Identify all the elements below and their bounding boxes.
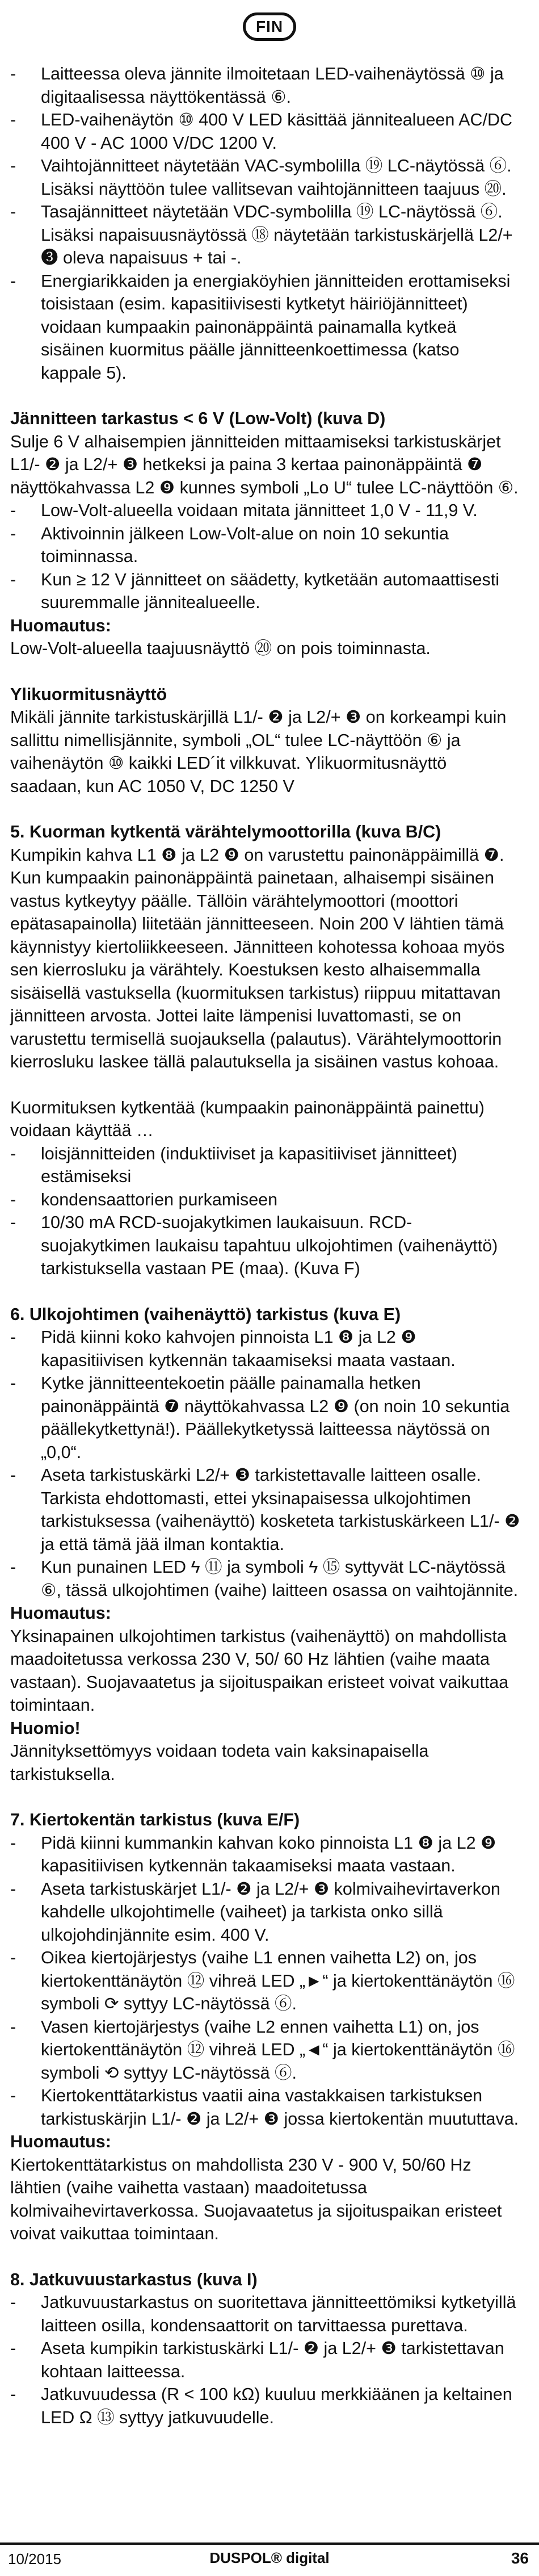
- list-item-text: Low-Volt-alueella voidaan mitata jännitteet 1,0 V - 11,9 V.: [41, 501, 478, 520]
- spacer: [10, 660, 521, 683]
- bullet-dash: -: [10, 569, 16, 589]
- bullet-dash: -: [10, 1213, 16, 1232]
- paragraph: Kuormituksen kytkentää (kumpaakin painonäppäintä painettu) voidaan käyttää …: [10, 1098, 485, 1140]
- language-badge: [243, 12, 296, 41]
- bullet-dash: -: [10, 1948, 16, 1967]
- list-item-text: kondensaattorien purkamiseen: [41, 1189, 278, 1209]
- list-item: [10, 2383, 521, 2429]
- paragraph: Mikäli jännite tarkistuskärjillä L1/- ❷ ja L2/+ ❸ on korkeampi kuin sallittu nimellisjännite, symboli „OL“ tulee LC-näyttöön ⑥ ja vaihenäytön ⑩ kaikki LED´it vilkkuvat. Ylikuormitusnäyttö saadaan, kun AC 1050 V, DC 1250 V: [10, 707, 507, 796]
- list-item: [10, 499, 521, 522]
- list-item-text: Kytke jännitteentekoetin päälle painamalla hetken painonäppäintä ❼ näyttökahvassa L2 ❾ (on noin 10 sekuntia päällekytkettynä!). Päällekytketyssä laitteessa näytössä on „0,0“.: [41, 1373, 510, 1462]
- list-item-text: Pidä kiinni kummankin kahvan koko pinnoista L1 ❽ ja L2 ❾ kapasitiivisen kytkennän takaamiseksi maata vastaan.: [41, 1833, 496, 1875]
- bullet-dash: -: [10, 2017, 16, 2037]
- language-badge-label: FIN: [255, 18, 284, 35]
- bullet-dash: -: [10, 2086, 16, 2105]
- footer-brand: DUSPOL® digital: [209, 2549, 330, 2566]
- list-item: [10, 1211, 521, 1280]
- spacer: [10, 1280, 521, 1303]
- bullet-dash: -: [10, 1373, 16, 1393]
- section-heading: 8. Jatkuvuustarkastus (kuva I): [10, 2269, 258, 2289]
- bullet-dash: -: [10, 1879, 16, 1899]
- bullet-dash: -: [10, 2385, 16, 2404]
- bullet-dash: -: [10, 110, 16, 129]
- list-item-text: Aktivoinnin jälkeen Low-Volt-alue on noin 10 sekuntia toiminnassa.: [41, 523, 449, 566]
- list-item-text: Tasajännitteet näytetään VDC-symbolilla ⑲ LC-näytössä ⑥. Lisäksi napaisuusnäytössä ⑱ näytetään tarkistuskärjellä L2/+ ❸ oleva napaisuus + tai -.: [41, 202, 513, 267]
- list-item-text: Vaihtojännitteet näytetään VAC-symbolilla ⑲ LC-näytössä ⑥. Lisäksi näyttöön tulee vallitsevan vaihtojännitteen taajuus ⑳.: [41, 156, 512, 199]
- bullet-dash: -: [10, 1327, 16, 1347]
- footer-date: 10/2015: [8, 2550, 61, 2567]
- list-item-text: Aseta kumpikin tarkistuskärki L1/- ❷ ja L2/+ ❸ tarkistettavan kohtaan laitteessa.: [41, 2339, 504, 2381]
- list-item: [10, 1464, 521, 1556]
- section-heading: 6. Ulkojohtimen (vaihenäyttö) tarkistus (kuva E): [10, 1304, 401, 1324]
- paragraph: Kiertokenttätarkistus on mahdollista 230 V - 900 V, 50/60 Hz lähtien (vaihe vaihetta vastaan) maadoitetussa kolmivaihevirtaverkossa. Suojavaatetus ja sijoituspaikan eristeet voivat vaikuttaa toimintaan.: [10, 2155, 502, 2243]
- list-item-text: Energiarikkaiden ja energiaköyhien jännitteiden erottamiseksi toisistaan (esim. kapasitiivisesti kytketyt häiriöjännitteet) voidaan kumpaakin painonäppäintä painamalla kytkeä sisäinen kuormitus päälle jännitteenkoettimessa (katso kappale 5).: [41, 271, 511, 383]
- list-item: [10, 2016, 521, 2085]
- bullet-dash: -: [10, 2293, 16, 2312]
- list-item-text: loisjännitteiden (induktiiviset ja kapasitiiviset jännitteet) estämiseksi: [41, 1144, 458, 1186]
- list-item-text: Vasen kiertojärjestys (vaihe L2 ennen vaihetta L1) on, jos kiertokenttänäytön ⑫ vihreä LED „◄“ ja kiertokenttänäytön ⑯ symboli ⟲ syttyy LC-näytössä ⑥.: [41, 2017, 515, 2083]
- list-item-text: Jatkuvuustarkastus on suoritettava jännitteettömiksi kytketyillä laitteen osilla, kondensaattorit on tarvittaessa purettava.: [41, 2293, 516, 2335]
- section-heading: Ylikuormitusnäyttö: [10, 684, 167, 704]
- list-item-text: Laitteessa oleva jännite ilmoitetaan LED-vaihenäytössä ⑩ ja digitaalisessa näyttökentässä ⑥.: [41, 64, 504, 107]
- list-item: [10, 270, 521, 385]
- bullet-dash: -: [10, 1557, 16, 1577]
- list-item-text: Oikea kiertojärjestys (vaihe L1 ennen vaihetta L2) on, jos kiertokenttänäytön ⑫ vihreä LED „►“ ja kiertokenttänäytön ⑯ symboli ⟳ syttyy LC-näytössä ⑥.: [41, 1948, 515, 2013]
- list-item: [10, 2337, 521, 2383]
- list-item: [10, 108, 521, 154]
- bullet-dash: -: [10, 1833, 16, 1853]
- section-heading: Huomautus:: [10, 2132, 111, 2151]
- spacer: [10, 384, 521, 407]
- list-item: [10, 1326, 521, 1372]
- list-item: [10, 522, 521, 568]
- bullet-dash: -: [10, 202, 16, 221]
- list-item: [10, 1556, 521, 1602]
- paragraph: Jännityksettömyys voidaan todeta vain kaksinapaisella tarkistuksella.: [10, 1741, 429, 1784]
- spacer: [10, 798, 521, 820]
- list-item: [10, 1832, 521, 1878]
- paragraph: Kumpikin kahva L1 ❽ ja L2 ❾ on varustettu painonäppäimillä ❼. Kun kumpaakin painonäppäintä painetaan, alhaisempi sisäinen vastus kytkeytyy päälle. Tällöin värähtelymoottori (moottori epätasapainolla) liitetään jännitteeseen. Noin 200 V lähtien tämä käynnistyy kiertoliikkeeseen. Jännitteen kohotessa kohoaa myös sen kierrosluku ja värähtely. Koestuksen kesto alhaisemmalla sisäisellä vastuksella (kuormituksen tarkistus) riippuu mitattavan jännitteen arvosta. Jottei laite lämpenisi luvattomasti, se on varustettu termisellä suojauksella (palautus). Värähtelymoottorin kierrosluku laskee tällä palautuksella ja sisäinen vastus kohoaa.: [10, 845, 505, 1071]
- bullet-dash: -: [10, 1144, 16, 1163]
- list-item-text: Aseta tarkistuskärjet L1/- ❷ ja L2/+ ❸ kolmivaihevirtaverkon kahdelle ulkojohtimelle (vaiheet) ja tarkista onko sillä ulkojohdinjännite esim. 400 V.: [41, 1879, 500, 1945]
- paragraph: Sulje 6 V alhaisempien jännitteiden mittaamiseksi tarkistuskärjet L1/- ❷ ja L2/+ ❸ hetkeksi ja paina 3 kertaa painonäppäintä ❼ näyttökahvassa L2 ❾ kunnes symboli „Lo U“ tulee LC-näyttöön ⑥.: [10, 432, 519, 497]
- list-item: [10, 1188, 521, 1212]
- list-item: [10, 1878, 521, 1947]
- list-item-text: Jatkuvuudessa (R < 100 kΩ) kuuluu merkkiäänen ja keltainen LED Ω ⑬ syttyy jatkuvuudelle.: [41, 2385, 512, 2427]
- list-item: [10, 1946, 521, 2016]
- page-footer: [0, 2543, 539, 2576]
- list-item: [10, 200, 521, 270]
- list-item-text: LED-vaihenäytön ⑩ 400 V LED käsittää jännitealueen AC/DC 400 V - AC 1000 V/DC 1200 V.: [41, 110, 512, 153]
- paragraph: Low-Volt-alueella taajuusnäyttö ⑳ on pois toiminnasta.: [10, 639, 431, 658]
- section-heading: 7. Kiertokentän tarkistus (kuva E/F): [10, 1810, 300, 1829]
- spacer: [10, 2246, 521, 2268]
- list-item: [10, 1372, 521, 1464]
- section-heading: Huomautus:: [10, 1603, 111, 1623]
- section-heading: Huomio!: [10, 1718, 81, 1738]
- bullet-dash: -: [10, 2339, 16, 2358]
- bullet-dash: -: [10, 1465, 16, 1485]
- paragraph: Yksinapainen ulkojohtimen tarkistus (vaihenäyttö) on mahdollista maadoitetussa verkossa 230 V, 50/ 60 Hz lähtien (vaihe maata vastaan). Suojavaatetus ja sijoituspaikan eristeet voivat vaikuttaa toimintaan.: [10, 1626, 509, 1715]
- spacer: [10, 1074, 521, 1096]
- list-item: [10, 2291, 521, 2337]
- bullet-dash: -: [10, 156, 16, 175]
- list-item: [10, 2084, 521, 2130]
- section-heading: Jännitteen tarkastus < 6 V (Low-Volt) (kuva D): [10, 409, 386, 428]
- document-body: [10, 62, 521, 2429]
- list-item-text: 10/30 mA RCD-suojakytkimen laukaisuun. RCD-suojakytkimen laukaisu tapahtuu ulkojohtimen (vaihenäyttö) tarkistuksella vastaan PE (maa). (Kuva F): [41, 1213, 498, 1278]
- list-item: [10, 1142, 521, 1188]
- list-item: [10, 568, 521, 614]
- section-heading: 5. Kuorman kytkentä värähtelymoottorilla (kuva B/C): [10, 822, 441, 841]
- list-item-text: Kun punainen LED ϟ ⑪ ja symboli ϟ ⑮ syttyvät LC-näytössä ⑥, tässä ulkojohtimen (vaihe) laitteen osassa on vaihtojännite.: [41, 1557, 519, 1600]
- bullet-dash: -: [10, 501, 16, 520]
- bullet-dash: -: [10, 523, 16, 543]
- bullet-dash: -: [10, 1189, 16, 1209]
- list-item-text: Pidä kiinni koko kahvojen pinnoista L1 ❽ ja L2 ❾ kapasitiivisen kytkennän takaamiseksi maata vastaan.: [41, 1327, 456, 1370]
- list-item-text: Kiertokenttätarkistus vaatii aina vastakkaisen tarkistuksen tarkistuskärjin L1/- ❷ ja L2/+ ❸ jossa kiertokentän muututtava.: [41, 2086, 519, 2129]
- bullet-dash: -: [10, 271, 16, 291]
- list-item-text: Aseta tarkistuskärki L2/+ ❸ tarkistettavalle laitteen osalle. Tarkista ehdottomasti, ettei yksinapaisessa ulkojohtimen tarkistuksessa (vaihenäyttö) kosketeta tarkistuskärkeen L1/- ❷ ja että tämä jää ilman kontaktia.: [41, 1465, 520, 1554]
- list-item-text: Kun ≥ 12 V jännitteet on säädetty, kytketään automaattisesti suuremmalle jännitealueelle.: [41, 569, 499, 612]
- section-heading: Huomautus:: [10, 615, 111, 635]
- list-item: [10, 62, 521, 108]
- bullet-dash: -: [10, 64, 16, 83]
- list-item: [10, 154, 521, 200]
- spacer: [10, 1786, 521, 1808]
- page-number: 36: [511, 2549, 529, 2567]
